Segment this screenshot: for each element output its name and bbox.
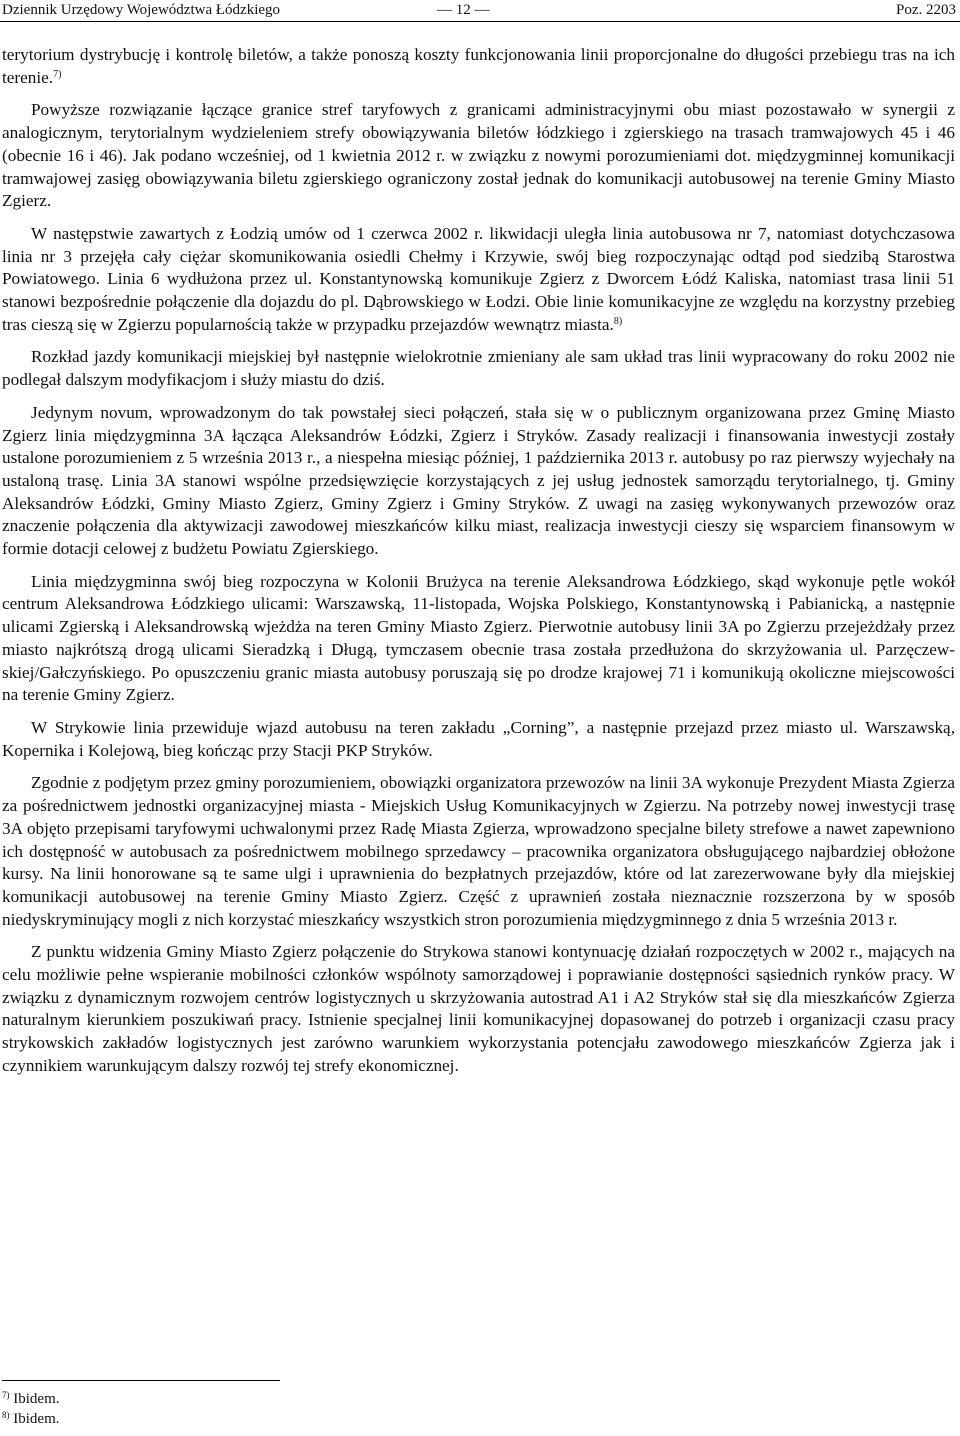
page-header — [0, 0, 960, 22]
position-number: Poz. 2203 — [896, 2, 956, 18]
footnote-number: 8) — [2, 1410, 10, 1420]
footnote-ref: 7) — [53, 68, 62, 80]
paragraph-text: Jedynym novum, wprowadzonym do tak powstałej sieci połączeń, stała się w o publicznym organizowana przez Gminę Miasto Zgierz linia międzygminna 3A łącząca Aleksandrów Łódzki, Zgierz i Stryków. Zasady realizacji i finansowania inwestycji zostały ustalone porozumieniem z 5 września 2013 r., a niespełna miesiąc później, 1 października 2013 r. autobusy po raz pierwszy wyjechały na ustaloną trasę. Linia 3A stanowi wspólne przedsięwzięcie korzystających z jej usług jednostek samorządu terytorialnego, tj. Gminy Aleksandrów Łódzki, Gminy Miasto Zgierz, Gminy Zgierz i Gminy Stryków. Z uwagi na zasięg wykonywanych przewozów oraz znaczenie połączenia dla aktywizacji zawodowej mieszkańców kilku miast, realizacja inwestycji cieszy się wsparciem finansowym w formie dotacji celowej z budżetu Powiatu Zgierskiego. — [2, 402, 955, 559]
publication-title: Dziennik Urzędowy Województwa Łódzkiego — [2, 2, 281, 18]
paragraph — [2, 346, 955, 391]
paragraph-text: terytorium dystrybucję i kontrolę biletów, a także ponoszą koszty funkcjonowania linii proporcjonalne do długości przebiegu tras na ich terenie. — [2, 45, 955, 87]
paragraph-text: Linia międzygminna swój bieg rozpoczyna w Kolonii Brużyca na terenie Aleksandrowa Łódzkiego, skąd wykonuje pętle wokół centrum Aleksandrowa Łódzkiego ulicami: Warszawską, 11-listopada, Wojska Polskiego, Konstantynowską i Pabianicką, a następnie ulicami Zgierską i Aleksandrowską wjeżdża na teren Gminy Miasto Zgierz. Pierwotnie autobusy linii 3A po Zgierzu przejeżdżały przez miasto najkrótszą drogą ulicami Sieradzką i Długą, tymczasem obecnie trasa została przedłużona do skrzyżowania ul. Parzęczewskiej/Gałczyńskiego. Po opuszczeniu granic miasta autobusy poruszają się po drodze krajowej 71 i komunikują okoliczne miejscowości na terenie Gminy Zgierz. — [2, 571, 955, 705]
paragraph-text: Powyższe rozwiązanie łączące granice stref taryfowych z granicami administracyjnymi obu miast pozostawało w synergii z analogicznym, terytorialnym wydzieleniem strefy obowiązywania biletów łódzkiego i zgierskiego na trasach tramwajowych 45 i 46 (obecnie 16 i 46). Jak podano wcześniej, od 1 kwietnia 2012 r. w związku z nowymi porozumieniami dot. międzygminnej komunikacji tramwajowej zasięg obowiązywania biletu zgierskiego ograniczony został jednak do komunikacji autobusowej na terenie Gminy Miasto Zgierz. — [2, 100, 955, 211]
paragraph — [2, 99, 955, 213]
paragraph — [2, 941, 955, 1077]
header-divider — [0, 21, 960, 22]
paragraph — [2, 223, 955, 337]
footnotes — [2, 1389, 602, 1429]
page-number: — 12 — — [437, 2, 490, 18]
footnote-text: Ibidem. — [13, 1411, 60, 1427]
footnote-ref: 8) — [613, 315, 623, 327]
footnote — [2, 1389, 602, 1409]
paragraph-text: Rozkład jazdy komunikacji miejskiej był następnie wielokrotnie zmieniany ale sam układ tras linii wypracowany do roku 2002 nie podlegał dalszym modyfikacjom i służy miastu do dziś. — [2, 347, 955, 390]
paragraph — [2, 772, 955, 931]
paragraph — [2, 717, 955, 762]
paragraph-text: W Strykowie linia przewiduje wjazd autobusu na teren zakładu „Corning”, a następnie przejazd przez miasto ul. Warszawską, Kopernika i Kolejową, bieg kończąc przy Stacji PKP Stryków. — [2, 717, 955, 760]
paragraph — [2, 402, 955, 561]
document-body — [2, 44, 955, 1088]
paragraph-text: Z punktu widzenia Gminy Miasto Zgierz połączenie do Strykowa stanowi kontynuację działań rozpoczętych w 2002 r., mających na celu możliwie pełne wspieranie mobilności członków wspólnoty samorządowej i poprawianie dostępności sąsiednich rynków pracy. W związku z dynamicznym rozwojem centrów logistycznych u skrzyżowania autostrad A1 i A2 Stryków stał się dla mieszkańców Zgierza naturalnym kierunkiem poszukiwań pracy. Istnienie specjalnej linii komunikacyjnej dopasowanej do potrzeb i organizacji czasu pracy strykowskich zakładów logistycznych jest zarówno warunkiem wykorzystania potencjału zawodowego mieszkańców Zgierza jak i czynnikiem warunkującym dalszy rozwój tej strefy ekonomicznej. — [2, 942, 955, 1075]
paragraph-text: W następstwie zawartych z Łodzią umów od 1 czerwca 2002 r. likwidacji uległa linia autobusowa nr 7, natomiast dotychczasowa linia nr 3 przejęła cały ciężar skomunikowania osiedli Chełmy i Krzywie, swój bieg rozpoczynając odtąd pod siedzibą Starostwa Powiatowego. Linia 6 wydłużona przez ul. Konstantynowską komunikuje Zgierz z Dworcem Łódź Kaliska, natomiast trasa linii 51 stanowi bezpośrednie połączenie dla dojazdu do pl. Dąbrowskiego w Łodzi. Obie linie komunikacyjne ze względu na korzystny przebieg tras cieszą się w Zgierzu popularnością także w przypadku przejazdów wewnątrz miasta. — [2, 223, 955, 334]
footnote-text: Ibidem. — [13, 1391, 60, 1407]
paragraph-text: Zgodnie z podjętym przez gminy porozumieniem, obowiązki organizatora przewozów na linii 3A wykonuje Prezydent Miasta Zgierza za pośrednictwem jednostki organizacyjnej miasta - Miejskich Usług Komunikacyjnych w Zgierzu. Na potrzeby nowej inwestycji trasę 3A objęto przepisami taryfowymi uchwalonymi przez Radę Miasta Zgierza, wprowadzono specjalne bilety strefowe a nawet zapewniono ich dostępność w autobusach za pośrednictwem mobilnego sprzedawcy – pracownika organizatora obsługującego najbardziej obłożone kursy. Na linii honorowane są te same ulgi i uprawnienia do bezpłatnych przejazdów, które od lat zarezerwowane były dla miejskiej komunikacji autobusowej na terenie Gminy Miasto Zgierz. Część z uprawnień została nieznacznie rozszerzona by w sposób niedyskryminujący mogli z nich korzystać mieszkańcy wszystkich stron porozumienia międzygminnego z dnia 5 września 2013 r. — [2, 773, 955, 929]
paragraph — [2, 571, 955, 707]
footnote-number: 7) — [2, 1390, 10, 1400]
footnote — [2, 1409, 602, 1429]
footnote-divider — [2, 1380, 280, 1381]
paragraph — [2, 44, 955, 89]
